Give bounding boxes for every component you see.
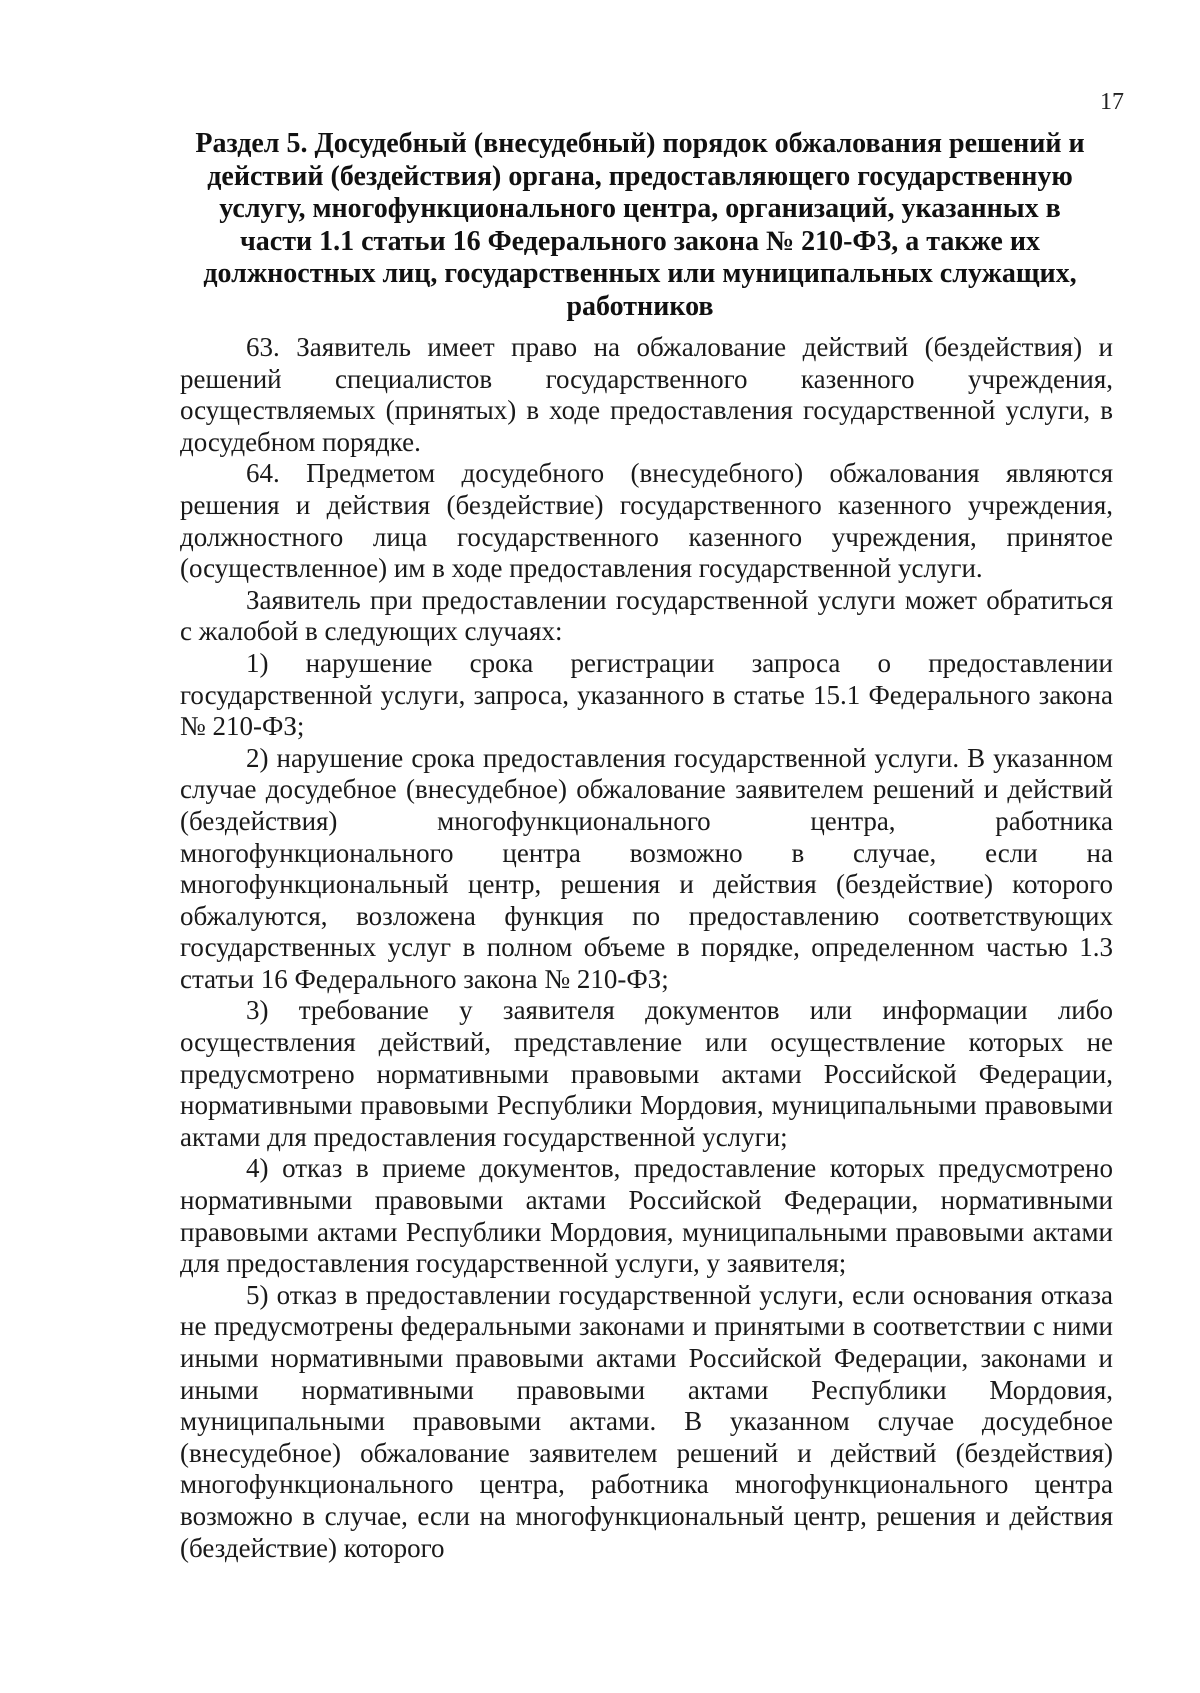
list-item-4: 4) отказ в приеме документов, предоставление которых предусмотрено нормативными правовыми актами Российской Федерации, нормативными правовыми актами Республики Мордовия, муниципальными правовыми актами для предоставления государственной услуги, у заявителя; bbox=[180, 1153, 1113, 1279]
document-body bbox=[180, 332, 1113, 1564]
list-item-3: 3) требование у заявителя документов или информации либо осуществления действий, представление или осуществление которых не предусмотрено нормативными правовыми актами Российской Федерации, нормативными правовыми Республики Мордовия, муниципальными правовыми актами для предоставления государственной услуги; bbox=[180, 995, 1113, 1152]
paragraph-63: 63. Заявитель имеет право на обжалование действий (бездействия) и решений специалистов государственного казенного учреждения, осуществляемых (принятых) в ходе предоставления государственной услуги, в досудебном порядке. bbox=[180, 332, 1113, 457]
paragraph-complaint-cases-intro: Заявитель при предоставлении государственной услуги может обратиться с жалобой в следующих случаях: bbox=[180, 584, 1113, 647]
list-item-1: 1) нарушение срока регистрации запроса о предоставлении государственной услуги, запроса, указанного в статье 15.1 Федерального закона № 210-ФЗ; bbox=[180, 647, 1113, 742]
page-number: 17 bbox=[1100, 89, 1124, 115]
section-title: Раздел 5. Досудебный (внесудебный) порядок обжалования решений и действий (бездействия) органа, предоставляющего государственную услугу, многофункционального центра, организаций, указанных в части 1.1 статьи 16 Федерального закона № 210-ФЗ, а также их должностных лиц, государственных или муниципальных служащих, работников bbox=[195, 128, 1085, 322]
paragraph-64: 64. Предметом досудебного (внесудебного) обжалования являются решения и действия (бездействие) государственного казенного учреждения, должностного лица государственного казенного учреждения, принятое (осуществленное) им в ходе предоставления государственной услуги. bbox=[180, 458, 1113, 584]
list-item-5: 5) отказ в предоставлении государственной услуги, если основания отказа не предусмотрены федеральными законами и принятыми в соответствии с ними иными нормативными правовыми актами Российской Федерации, законами и иными нормативными правовыми актами Республики Мордовия, муниципальными правовыми актами. В указанном случае досудебное (внесудебное) обжалование заявителем решений и действий (бездействия) многофункционального центра, работника многофункционального центра возможно в случае, если на многофункциональный центр, решения и действия (бездействие) которого bbox=[180, 1279, 1113, 1563]
list-item-2: 2) нарушение срока предоставления государственной услуги. В указанном случае досудебное (внесудебное) обжалование заявителем решений и действий (бездействия) многофункционального центра, работника многофункционального центра возможно в случае, если на многофункциональный центр, решения и действия (бездействие) которого обжалуются, возложена функция по предоставлению соответствующих государственных услуг в полном объеме в порядке, определенном частью 1.3 статьи 16 Федерального закона № 210-ФЗ; bbox=[180, 742, 1113, 994]
